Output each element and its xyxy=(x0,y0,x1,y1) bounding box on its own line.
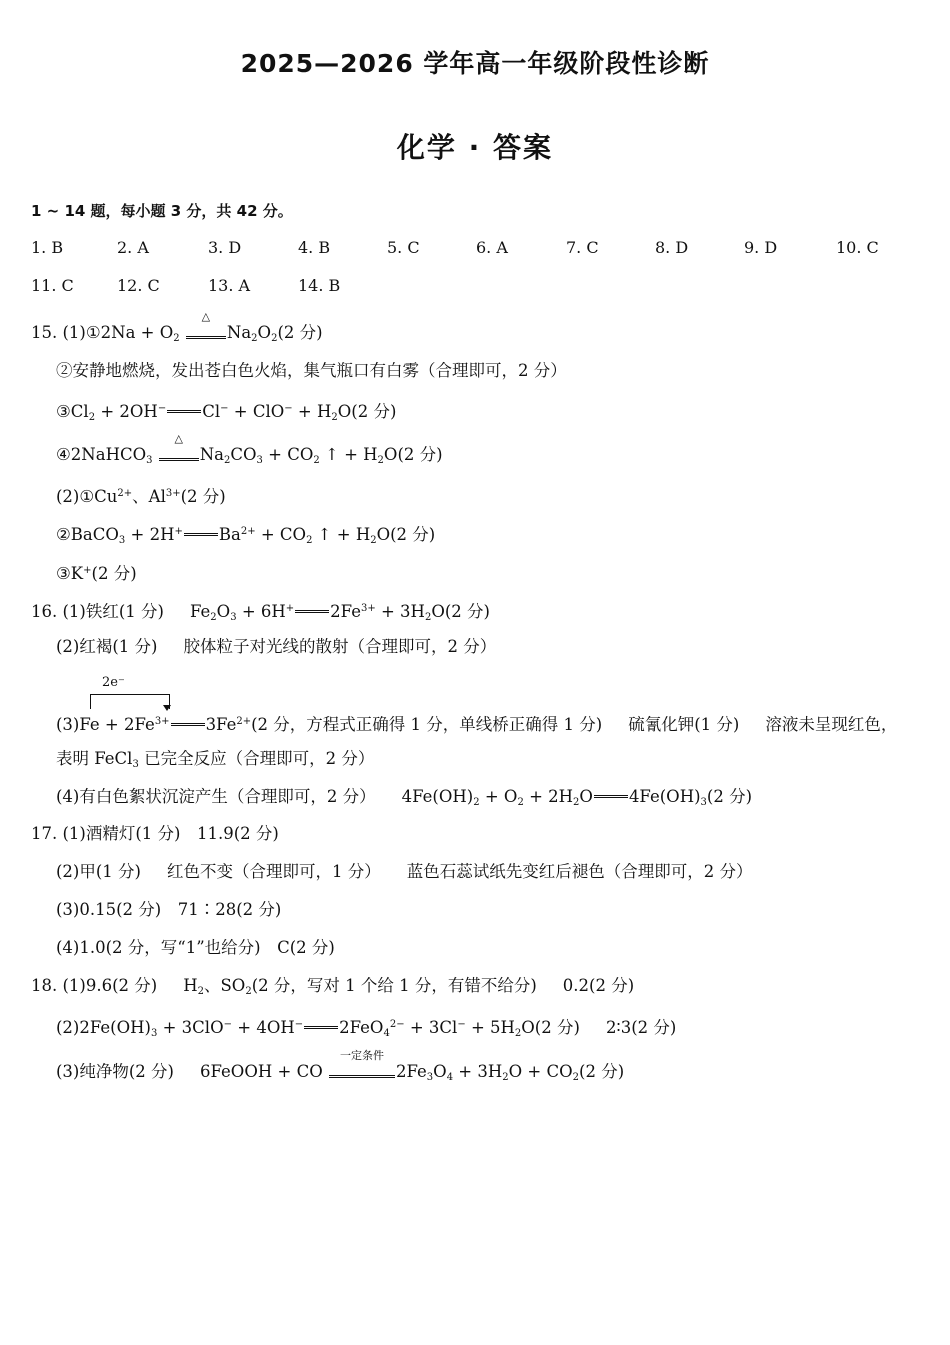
equals-sign xyxy=(167,410,201,413)
equals-sign xyxy=(304,1026,338,1029)
mc-answer: 11. C xyxy=(31,276,74,295)
q15-line-2: ②安静地燃烧，发出苍白色火焰，集气瓶口有白雾（合理即可，2 分） xyxy=(56,361,567,380)
mc-answer: 2. A xyxy=(117,238,149,257)
mc-answer: 7. C xyxy=(566,238,599,257)
q15-line-4: ④2NaHCO$_3$ △ $Na_2CO_3 + CO_2$ ↑ + $H_2O(2$ 分) xyxy=(56,432,443,466)
q16-line-5: (4)有白色絮状沉淀产生（合理即可，2 分） $4Fe(OH)_2 + O_2 + 2H_2O$ $4Fe(OH)_3(2$ 分) xyxy=(56,787,753,808)
q15-line-1: 15. (1)①2Na + $O_2$ △ $Na_2O_2(2$ 分) xyxy=(31,310,323,344)
mc-instructions: 1 ~ 14 题，每小题 3 分，共 42 分。 xyxy=(31,202,293,220)
mc-answer: 1. B xyxy=(31,238,64,257)
q17-line-1: 17. (1)酒精灯(1 分) 11.9(2 分) xyxy=(31,824,279,843)
equals-sign xyxy=(295,610,329,613)
q16-line-1: 16. (1)铁红(1 分) $Fe_2O_3 + 6H^+$ $2Fe^{3+} + 3H_2O(2$ 分) xyxy=(31,602,490,623)
equals-sign xyxy=(171,723,205,726)
q15-line-6: ②BaCO$_3$ + 2H+ $Ba^{2+} + CO_2$ ↑ + $H_2O(2$ 分) xyxy=(56,525,436,546)
q16-line-4: 表明 FeCl$_3$ 已完全反应（合理即可，2 分） xyxy=(56,749,375,770)
equals-sign xyxy=(594,795,628,798)
q17-line-2: (2)甲(1 分) 红色不变（合理即可，1 分） 蓝色石蕊试纸先变红后褪色（合理即可，2 分） xyxy=(56,862,753,881)
mc-answer: 6. A xyxy=(476,238,508,257)
mc-answer: 13. A xyxy=(208,276,251,295)
q17-line-4: (4)1.0(2 分，写“1”也给分) C(2 分) xyxy=(56,938,335,957)
q17-line-3: (3)0.15(2 分) 71∶28(2 分) xyxy=(56,900,282,919)
q18-line-1: 18. (1)9.6(2 分) $H_2$、$SO_2(2$ 分，写对 1 个给 1 分，有错不给分) 0.2(2 分) xyxy=(31,976,635,997)
q16-line-2: (2)红褐(1 分) 胶体粒子对光线的散射（合理即可，2 分） xyxy=(56,637,497,656)
heat-condition-sign: △ xyxy=(186,324,226,339)
q18-line-3: (3)纯净物(2 分) 6FeOOH + CO 一定条件 $2Fe_3O_4 + 3H_2O + CO_2(2$ 分) xyxy=(56,1049,625,1083)
mc-answer: 14. B xyxy=(298,276,341,295)
electron-transfer-bridge xyxy=(56,672,256,712)
q15-line-5: $(2)①Cu^{2+}$、$Al^{3+}(2$ 分) xyxy=(56,487,226,506)
q15-line-3: $③Cl_2 + 2OH^-$ $Cl^- + ClO^- + H_2O(2$ 分) xyxy=(56,402,397,423)
page-title: 2025—2026 学年高一年级阶段性诊断 xyxy=(240,49,710,78)
q15-line-7: ③K+(2 分) xyxy=(56,564,137,583)
mc-answer: 10. C xyxy=(836,238,879,257)
mc-answer: 12. C xyxy=(117,276,160,295)
mc-answer: 3. D xyxy=(208,238,242,257)
mc-answer: 4. B xyxy=(298,238,331,257)
mc-answer: 8. D xyxy=(655,238,689,257)
q16-line-3: $(3)Fe + 2Fe^{3+}$ $3Fe^{2+}(2$ 分，方程式正确得 1 分，单线桥正确得 1 分) 硫氰化钾(1 分) 溶液未呈现红色， xyxy=(56,715,898,734)
mc-answer: 5. C xyxy=(387,238,420,257)
heat-condition-sign: △ xyxy=(159,446,199,461)
mc-answer: 9. D xyxy=(744,238,778,257)
page-subtitle: 化学 · 答案 xyxy=(396,131,554,164)
condition-sign: 一定条件 xyxy=(329,1063,395,1078)
bridge-line xyxy=(90,694,170,709)
electron-count-label: 2e⁻ xyxy=(102,675,125,690)
q18-line-2: $(2)2Fe(OH)_3 + 3ClO^- + 4OH^-$ $2FeO_4^{2-} + 3Cl^- + 5H_2O(2$ 分) 2∶3(2 分) xyxy=(56,1018,677,1039)
equals-sign xyxy=(184,533,218,536)
